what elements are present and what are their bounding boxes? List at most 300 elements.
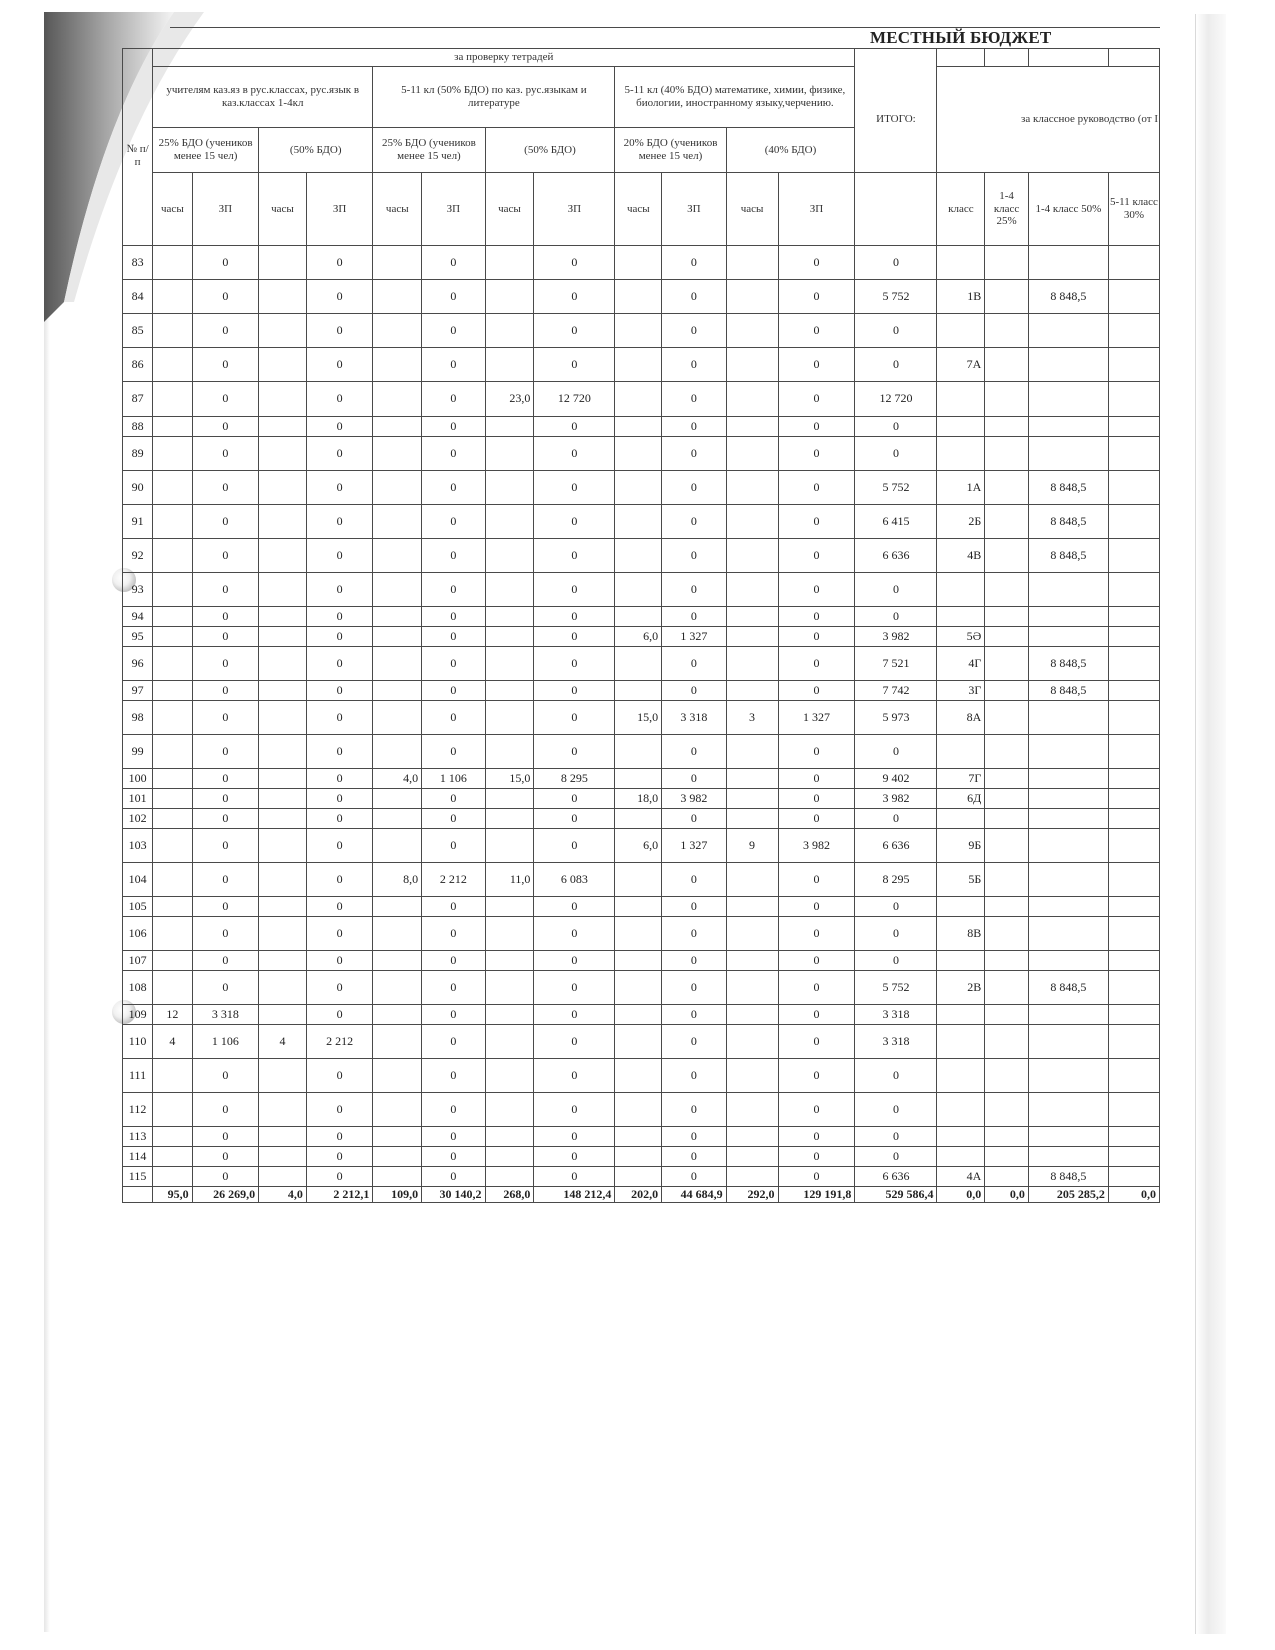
grades-5-11-30-cell [1108, 505, 1159, 539]
total-pay-cell: 148 212,4 [534, 1187, 615, 1203]
hours-cell [726, 471, 778, 505]
total-cell: 5 752 [855, 280, 937, 314]
hours-cell [615, 539, 662, 573]
pay-cell: 0 [778, 382, 855, 417]
hours-cell [485, 539, 534, 573]
grades-1-4-25-cell [985, 809, 1029, 829]
row-number: 86 [123, 348, 153, 382]
grades-1-4-50-cell: 8 848,5 [1028, 539, 1108, 573]
hours-cell: 18,0 [615, 789, 662, 809]
hours-cell [615, 280, 662, 314]
hours-cell [259, 951, 307, 971]
grades-1-4-50-cell [1028, 417, 1108, 437]
hours-cell [485, 1167, 534, 1187]
pay-cell: 0 [306, 627, 372, 647]
table-row [123, 471, 1160, 505]
hours-cell: 11,0 [485, 863, 534, 897]
row-number: 103 [123, 829, 153, 863]
hours-cell [153, 769, 192, 789]
total-cell: 3 318 [855, 1005, 937, 1025]
pay-cell: 0 [778, 1005, 855, 1025]
header-blank [937, 49, 985, 67]
class-cell: 5Б [937, 863, 985, 897]
hours-cell: 6,0 [615, 829, 662, 863]
hours-cell [485, 735, 534, 769]
hours-cell [485, 681, 534, 701]
grades-5-11-30-cell [1108, 607, 1159, 627]
table-row [123, 417, 1160, 437]
grades-1-4-50-cell [1028, 809, 1108, 829]
grades-1-4-25-cell [985, 1127, 1029, 1147]
hours-cell [373, 607, 422, 627]
pay-cell: 0 [534, 1005, 615, 1025]
hours-cell: 15,0 [615, 701, 662, 735]
pay-cell: 0 [534, 280, 615, 314]
grades-1-4-25-cell [985, 607, 1029, 627]
hours-cell [373, 417, 422, 437]
hours-cell [485, 951, 534, 971]
pay-cell: 0 [662, 951, 726, 971]
total-pay-cell: 129 191,8 [778, 1187, 855, 1203]
grades-5-11-30-cell [1108, 863, 1159, 897]
class-cell [937, 1147, 985, 1167]
pay-cell: 0 [662, 573, 726, 607]
hours-cell [726, 1127, 778, 1147]
row-number: 104 [123, 863, 153, 897]
hours-cell [153, 505, 192, 539]
table-row [123, 863, 1160, 897]
hours-cell: 12 [153, 1005, 192, 1025]
class-cell: 2Б [937, 505, 985, 539]
table-row [123, 505, 1160, 539]
total-cell: 3 982 [855, 789, 937, 809]
hours-cell [153, 701, 192, 735]
total-hours-cell: 202,0 [615, 1187, 662, 1203]
grades-1-4-25-cell [985, 573, 1029, 607]
pay-cell: 0 [192, 314, 258, 348]
pay-cell: 0 [422, 437, 485, 471]
table-row [123, 1025, 1160, 1059]
hours-cell [615, 1025, 662, 1059]
pay-cell: 0 [778, 1167, 855, 1187]
hours-cell: 3 [726, 701, 778, 735]
total-cell: 0 [855, 1059, 937, 1093]
hours-cell [373, 1025, 422, 1059]
grades-1-4-25-cell [985, 505, 1029, 539]
pay-cell: 3 318 [662, 701, 726, 735]
pay-cell: 0 [778, 627, 855, 647]
grades-1-4-50-cell [1028, 314, 1108, 348]
grades-1-4-50-cell [1028, 735, 1108, 769]
pay-cell: 0 [534, 471, 615, 505]
hours-cell: 6,0 [615, 627, 662, 647]
hours-cell [615, 1127, 662, 1147]
grades-5-11-30-cell [1108, 1059, 1159, 1093]
budget-table [122, 48, 1160, 1203]
pay-cell: 0 [662, 863, 726, 897]
class-cell [937, 1127, 985, 1147]
hours-cell [373, 382, 422, 417]
pay-cell: 0 [422, 681, 485, 701]
pay-cell: 3 982 [778, 829, 855, 863]
hours-cell [373, 789, 422, 809]
pay-cell: 0 [192, 917, 258, 951]
total-total-cell: 529 586,4 [855, 1187, 937, 1203]
row-number: 98 [123, 701, 153, 735]
total-hours-cell: 268,0 [485, 1187, 534, 1203]
hours-cell [615, 951, 662, 971]
pay-cell: 0 [306, 971, 372, 1005]
pay-cell: 1 327 [778, 701, 855, 735]
hours-cell [726, 246, 778, 280]
row-number: 84 [123, 280, 153, 314]
hours-cell [373, 951, 422, 971]
pay-cell: 0 [534, 917, 615, 951]
hours-cell [726, 417, 778, 437]
grades-1-4-50-cell [1028, 1127, 1108, 1147]
total-pay-cell: 2 212,1 [306, 1187, 372, 1203]
total-header: ИТОГО: [855, 67, 937, 173]
pay-cell: 0 [534, 417, 615, 437]
total-row-number [123, 1187, 153, 1203]
row-number: 83 [123, 246, 153, 280]
grades-5-11-30-cell [1108, 246, 1159, 280]
hours-cell [726, 1059, 778, 1093]
pay-cell: 0 [534, 246, 615, 280]
grades-1-4-25-cell [985, 348, 1029, 382]
hours-cell [153, 627, 192, 647]
hours-cell [615, 681, 662, 701]
hours-cell [373, 627, 422, 647]
hours-cell [259, 246, 307, 280]
grades-1-4-25-cell [985, 314, 1029, 348]
hours-cell [485, 1093, 534, 1127]
hours-cell [259, 897, 307, 917]
hours-cell [726, 809, 778, 829]
pay-cell: 0 [422, 246, 485, 280]
pay-header: ЗП [662, 173, 726, 246]
grades-1-4-25-cell [985, 897, 1029, 917]
grades-1-4-25-header: 1-4 класс 25% [985, 173, 1029, 246]
hours-cell [485, 1127, 534, 1147]
pay-cell: 0 [422, 789, 485, 809]
pay-cell: 0 [422, 1093, 485, 1127]
total-cell: 7 742 [855, 681, 937, 701]
hours-cell [485, 1005, 534, 1025]
row-number: 97 [123, 681, 153, 701]
hours-cell [726, 971, 778, 1005]
grades-1-4-25-cell [985, 437, 1029, 471]
pay-cell: 0 [306, 829, 372, 863]
hours-cell [485, 348, 534, 382]
pay-cell: 0 [662, 971, 726, 1005]
grades-1-4-50-cell: 8 848,5 [1028, 505, 1108, 539]
pay-cell: 0 [534, 607, 615, 627]
total-cell: 9 402 [855, 769, 937, 789]
grades-5-11-30-cell [1108, 573, 1159, 607]
pay-cell: 0 [534, 1025, 615, 1059]
grades-5-11-30-cell [1108, 539, 1159, 573]
grades-5-11-30-cell [1108, 701, 1159, 735]
pay-cell: 0 [778, 348, 855, 382]
pay-cell: 0 [306, 1127, 372, 1147]
grades-1-4-25-cell [985, 681, 1029, 701]
grades-1-4-25-cell [985, 417, 1029, 437]
pay-cell: 0 [306, 607, 372, 627]
hours-cell [485, 437, 534, 471]
pay-cell: 0 [534, 789, 615, 809]
pay-cell: 0 [662, 348, 726, 382]
table-row [123, 627, 1160, 647]
total-cell: 5 973 [855, 701, 937, 735]
hours-cell [726, 769, 778, 789]
total-header-blank [855, 173, 937, 246]
pay-cell: 0 [422, 471, 485, 505]
pay-cell: 0 [306, 863, 372, 897]
pay-cell: 0 [192, 897, 258, 917]
hours-header: часы [485, 173, 534, 246]
total-cell: 0 [855, 246, 937, 280]
row-number: 105 [123, 897, 153, 917]
pay-cell: 0 [306, 917, 372, 951]
grades-5-11-30-cell [1108, 769, 1159, 789]
grades-1-4-50-cell [1028, 701, 1108, 735]
grades-1-4-50-cell [1028, 917, 1108, 951]
total-hours-cell: 95,0 [153, 1187, 192, 1203]
grades-1-4-25-cell [985, 647, 1029, 681]
grades-5-11-30-cell [1108, 348, 1159, 382]
table-row [123, 1093, 1160, 1127]
grades-1-4-50-cell [1028, 829, 1108, 863]
hours-cell [615, 863, 662, 897]
class-cell [937, 246, 985, 280]
pay-cell: 0 [192, 769, 258, 789]
pay-cell: 0 [192, 863, 258, 897]
hours-cell [259, 863, 307, 897]
row-number: 107 [123, 951, 153, 971]
grades-1-4-25-cell [985, 701, 1029, 735]
row-number: 92 [123, 539, 153, 573]
class-cell [937, 573, 985, 607]
document-title: МЕСТНЫЙ БЮДЖЕТ [870, 28, 1052, 47]
pay-cell: 0 [192, 789, 258, 809]
grades-1-4-50-cell [1028, 1147, 1108, 1167]
pay-cell: 0 [662, 769, 726, 789]
total-grades-5-11-30-cell: 0,0 [1108, 1187, 1159, 1203]
grades-5-11-30-cell [1108, 647, 1159, 681]
hours-header: часы [726, 173, 778, 246]
pay-cell: 0 [306, 735, 372, 769]
row-number: 88 [123, 417, 153, 437]
class-cell [937, 314, 985, 348]
pay-cell: 0 [306, 701, 372, 735]
pay-cell: 0 [422, 1167, 485, 1187]
grades-1-4-50-cell [1028, 789, 1108, 809]
hours-cell [373, 917, 422, 951]
pay-cell: 0 [306, 1059, 372, 1093]
hours-cell [485, 417, 534, 437]
grades-5-11-30-cell [1108, 1127, 1159, 1147]
hours-cell [259, 735, 307, 769]
hours-cell [485, 809, 534, 829]
pay-cell: 0 [306, 505, 372, 539]
class-cell: 3Г [937, 681, 985, 701]
hours-cell [615, 1093, 662, 1127]
grades-5-11-30-cell [1108, 314, 1159, 348]
pay-cell: 0 [192, 539, 258, 573]
hours-cell [615, 647, 662, 681]
pay-cell: 0 [422, 573, 485, 607]
total-cell: 0 [855, 897, 937, 917]
pay-cell: 0 [778, 647, 855, 681]
hours-cell [153, 917, 192, 951]
grades-5-11-30-cell [1108, 417, 1159, 437]
hours-cell [153, 437, 192, 471]
class-cell: 1А [937, 471, 985, 505]
grades-1-4-50-cell [1028, 437, 1108, 471]
grades-1-4-50-header: 1-4 класс 50% [1028, 173, 1108, 246]
pay-cell: 0 [662, 1025, 726, 1059]
hours-cell [485, 607, 534, 627]
hours-cell [259, 314, 307, 348]
table-row [123, 314, 1160, 348]
grades-5-11-30-cell [1108, 789, 1159, 809]
pay-cell: 0 [662, 382, 726, 417]
class-cell: 8А [937, 701, 985, 735]
pay-cell: 0 [778, 280, 855, 314]
grades-5-11-30-cell [1108, 829, 1159, 863]
hours-cell [726, 505, 778, 539]
hours-cell [726, 1147, 778, 1167]
total-cell: 0 [855, 1127, 937, 1147]
pay-header: ЗП [534, 173, 615, 246]
hours-cell [615, 382, 662, 417]
hours-cell [259, 437, 307, 471]
hours-cell [153, 897, 192, 917]
group-header-primary-language: учителям каз.яз в рус.классах, рус.язык в каз.классах 1-4кл [153, 67, 373, 128]
pay-cell: 0 [534, 701, 615, 735]
hours-cell [259, 417, 307, 437]
pay-cell: 0 [662, 809, 726, 829]
class-cell [937, 735, 985, 769]
hours-cell [373, 348, 422, 382]
hours-cell [153, 829, 192, 863]
hours-cell: 4 [259, 1025, 307, 1059]
subheader-20-bdo: 20% БДО (учеников менее 15 чел) [615, 128, 726, 173]
grades-5-11-30-cell [1108, 1005, 1159, 1025]
pay-cell: 0 [422, 951, 485, 971]
hours-cell [259, 471, 307, 505]
hours-cell [615, 1005, 662, 1025]
pay-cell: 0 [422, 348, 485, 382]
pay-cell: 0 [662, 1059, 726, 1093]
grades-5-11-30-cell [1108, 471, 1159, 505]
grades-5-11-30-cell [1108, 1167, 1159, 1187]
table-row [123, 1059, 1160, 1093]
pay-cell: 0 [192, 951, 258, 971]
hours-cell [153, 348, 192, 382]
hours-cell [373, 735, 422, 769]
grades-1-4-50-cell [1028, 573, 1108, 607]
table-row [123, 246, 1160, 280]
hours-cell [485, 1147, 534, 1167]
pay-cell: 0 [306, 1147, 372, 1167]
hours-cell [615, 971, 662, 1005]
hours-cell [373, 471, 422, 505]
grades-1-4-50-cell [1028, 607, 1108, 627]
table-row [123, 1005, 1160, 1025]
hours-cell [485, 1059, 534, 1093]
pay-cell: 0 [306, 348, 372, 382]
pay-cell: 0 [306, 280, 372, 314]
pay-cell: 0 [534, 437, 615, 471]
pay-cell: 0 [422, 314, 485, 348]
total-cell: 0 [855, 573, 937, 607]
class-cell [937, 1093, 985, 1127]
hours-cell [259, 1167, 307, 1187]
pay-cell: 0 [192, 681, 258, 701]
pay-cell: 0 [778, 1147, 855, 1167]
pay-cell: 0 [778, 1127, 855, 1147]
pay-cell: 0 [778, 539, 855, 573]
pay-cell: 0 [306, 382, 372, 417]
pay-cell: 0 [192, 647, 258, 681]
hours-cell [485, 471, 534, 505]
hours-cell [615, 505, 662, 539]
grades-1-4-50-cell: 8 848,5 [1028, 280, 1108, 314]
pay-header: ЗП [192, 173, 258, 246]
pay-cell: 0 [192, 607, 258, 627]
pay-cell: 0 [778, 681, 855, 701]
class-cell [937, 897, 985, 917]
total-hours-cell: 4,0 [259, 1187, 307, 1203]
pay-cell: 0 [778, 314, 855, 348]
pay-cell: 0 [192, 246, 258, 280]
hours-cell [259, 539, 307, 573]
pay-cell: 0 [422, 1059, 485, 1093]
grades-5-11-30-header: 5-11 класс 30% [1108, 173, 1159, 246]
grades-1-4-25-cell [985, 539, 1029, 573]
hours-cell [485, 627, 534, 647]
pay-cell: 0 [662, 647, 726, 681]
page-edge-right [1195, 14, 1226, 1634]
hours-cell [373, 809, 422, 829]
hours-cell [373, 1167, 422, 1187]
row-number: 115 [123, 1167, 153, 1187]
grades-1-4-25-cell [985, 769, 1029, 789]
pay-cell: 0 [534, 348, 615, 382]
pay-cell: 0 [778, 1025, 855, 1059]
pay-cell: 0 [422, 809, 485, 829]
table-row [123, 348, 1160, 382]
grades-1-4-25-cell [985, 1005, 1029, 1025]
hours-cell [615, 437, 662, 471]
pay-cell: 0 [534, 971, 615, 1005]
table-row [123, 829, 1160, 863]
subheader-50-bdo: (50% БДО) [259, 128, 373, 173]
hours-cell: 15,0 [485, 769, 534, 789]
pay-cell: 0 [534, 647, 615, 681]
hours-cell [153, 607, 192, 627]
row-number: 106 [123, 917, 153, 951]
total-hours-cell: 109,0 [373, 1187, 422, 1203]
pay-cell: 0 [422, 382, 485, 417]
pay-cell: 0 [306, 573, 372, 607]
subheader-40-bdo: (40% БДО) [726, 128, 855, 173]
pay-cell: 0 [662, 1167, 726, 1187]
class-cell: 4Г [937, 647, 985, 681]
hours-cell [485, 897, 534, 917]
